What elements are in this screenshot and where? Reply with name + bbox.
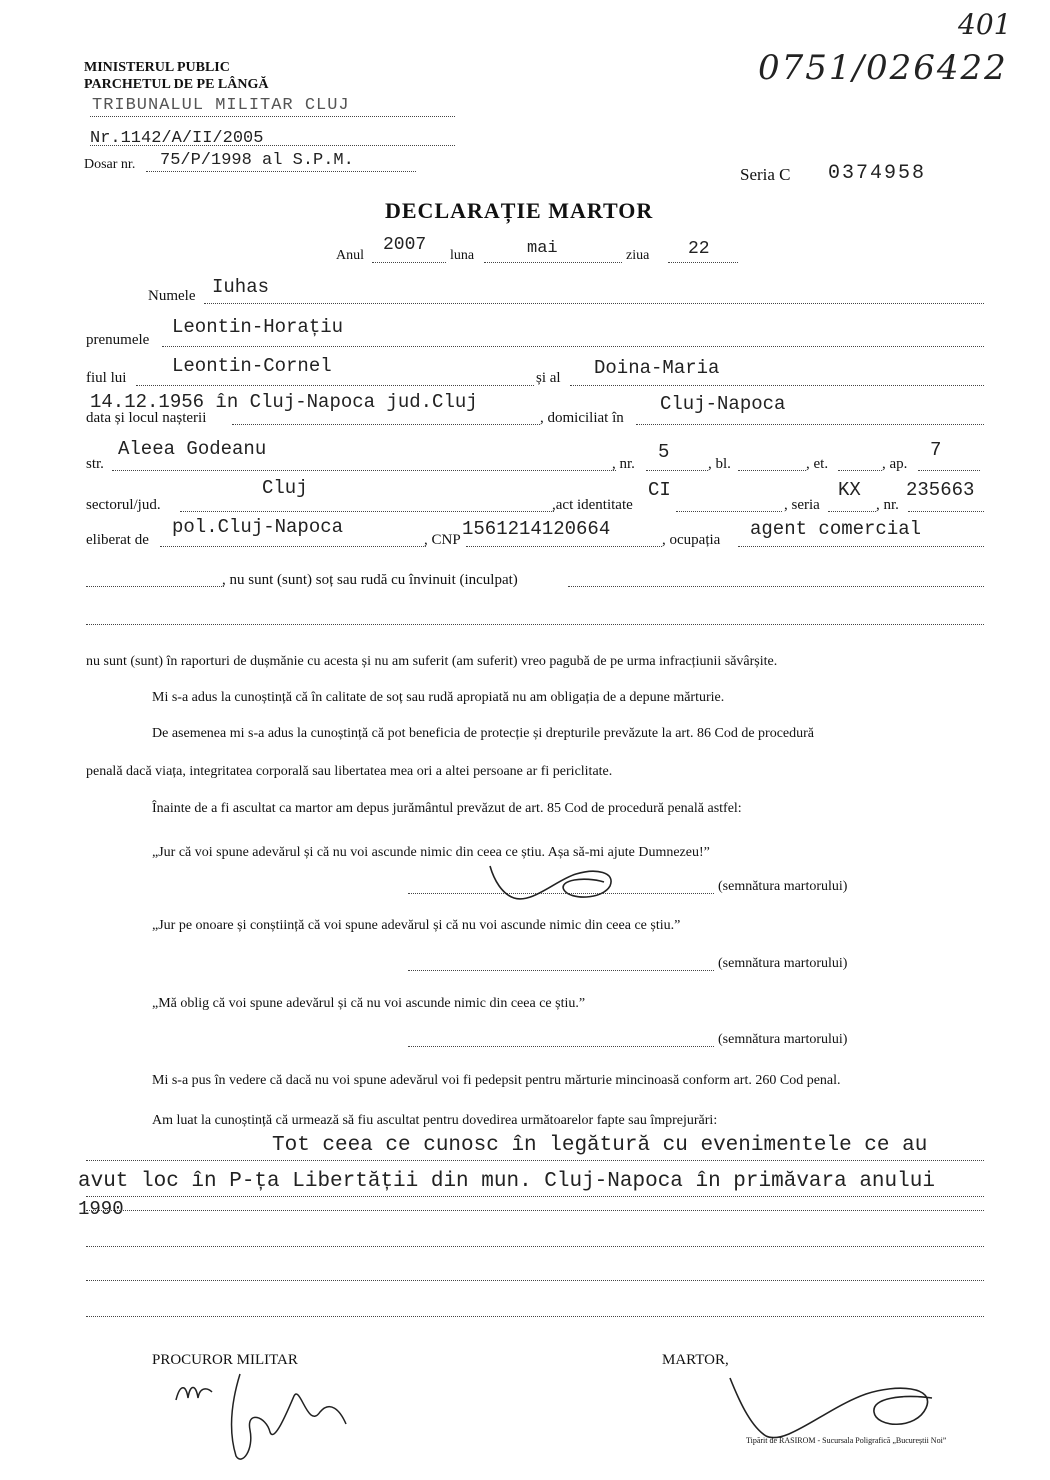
nr-id-label: , nr. (876, 497, 899, 513)
domiciliat-value: Cluj-Napoca (660, 393, 786, 415)
nastere-value: 14.12.1956 în Cluj-Napoca jud.Cluj (90, 391, 478, 413)
rude-text: , nu sunt (sunt) soț sau rudă cu învinuit (inculpat) (222, 572, 518, 588)
fiul-value: Leontin-Cornel (172, 355, 332, 377)
sector-value: Cluj (262, 477, 308, 499)
oath-obligation: „Mă oblig că voi spune adevărul și că nu voi ascunde nimic din ceea ce știu.” (152, 996, 586, 1011)
prosecutor-office: PARCHETUL DE PE LÂNGĂ (84, 77, 269, 92)
prosecutor-signature (170, 1370, 360, 1466)
eliberat-value: pol.Cluj-Napoca (172, 516, 344, 538)
str-value: Aleea Godeanu (118, 438, 267, 460)
fiul-label: fiul lui (86, 370, 127, 386)
paragraph-protectie-1: De asemenea mi s-a adus la cunoștință că pot beneficia de protecție și drepturile prevăzute la art. 86 Cod de procedură (152, 726, 814, 741)
dosar-number: 75/P/1998 al S.P.M. (160, 151, 354, 170)
tribunal-name: TRIBUNALUL MILITAR CLUJ (92, 96, 350, 115)
ap-label: , ap. (882, 456, 908, 472)
bl-label: , bl. (708, 456, 731, 472)
handwritten-page-number: 401 (958, 8, 1012, 41)
paragraph-juramant: Înainte de a fi ascultat ca martor am depus jurământul prevăzut de art. 85 Cod de procedură penală astfel: (152, 801, 742, 816)
numele-value: Iuhas (212, 276, 270, 298)
martor-label: MARTOR, (662, 1352, 729, 1368)
seria-label: , seria (784, 497, 820, 513)
handwritten-registration: 0751/026422 (758, 48, 1008, 88)
ministry-name: MINISTERUL PUBLIC (84, 60, 230, 75)
document-title: DECLARAȚIE MARTOR (385, 198, 654, 223)
nastere-label: data și locul nașterii (86, 410, 207, 426)
sector-label: sectorul/jud. (86, 497, 161, 513)
act-identitate-label: ,act identitate (552, 497, 633, 513)
ziua-value: 22 (688, 239, 710, 259)
facts-line-2: avut loc în P-ța Libertății din mun. Cluj-Napoca în primăvara anului (78, 1170, 935, 1193)
procuror-label: PROCUROR MILITAR (152, 1352, 298, 1368)
paragraph-obligatie: Mi s-a adus la cunoștință că în calitate de soț sau rudă apropiată nu am obligația de a depune mărturie. (152, 690, 725, 705)
et-label: , et. (806, 456, 829, 472)
signature-label-1: (semnătura martorului) (718, 879, 848, 894)
str-label: str. (86, 456, 104, 472)
ocupatia-value: agent comercial (750, 518, 922, 540)
act-identitate-value: CI (648, 479, 671, 501)
seria-value: KX (838, 479, 861, 501)
printer-imprint: Tipărit de RASIROM - Sucursala Poligrafică „Bucureștii Noi” (746, 1436, 947, 1445)
ap-value: 7 (930, 439, 942, 461)
serie-number: 0374958 (828, 162, 927, 185)
cnp-value: 1561214120664 (462, 518, 611, 540)
luna-label: luna (450, 248, 475, 263)
dosar-label: Dosar nr. (84, 157, 136, 172)
eliberat-label: eliberat de (86, 532, 149, 548)
cnp-label: , CNP (424, 532, 461, 548)
domiciliat-label: , domiciliat în (540, 410, 624, 426)
witness-signature-1 (484, 860, 624, 904)
ziua-label: ziua (626, 248, 650, 263)
signature-label-2: (semnătura martorului) (718, 956, 848, 971)
serie-label: Seria C (740, 165, 791, 184)
nr-id-value: 235663 (906, 479, 975, 501)
paragraph-protectie-2: penală dacă viața, integritatea corporală sau libertatea mea ori a altei persoane ar fi periclitate. (86, 764, 613, 779)
nr-value: 5 (658, 441, 670, 463)
luna-value: mai (527, 239, 558, 258)
numele-label: Numele (148, 288, 196, 304)
paragraph-dusmanie: nu sunt (sunt) în raporturi de dușmănie cu acesta și nu am suferit (am suferit) vreo pagubă de pe urma infracțiunii săvârșite. (86, 654, 778, 669)
anul-value: 2007 (383, 235, 427, 255)
oath-religious: „Jur că voi spune adevărul și că nu voi ascunde nimic din ceea ce știu. Așa să-mi ajute Dumnezeu!” (152, 845, 710, 860)
prenumele-label: prenumele (86, 332, 150, 348)
si-al-value: Doina-Maria (594, 357, 720, 379)
facts-line-3: 1990 (78, 1198, 124, 1220)
si-al-label: și al (536, 370, 561, 386)
ocupatia-label: , ocupația (662, 532, 721, 548)
anul-label: Anul (336, 248, 364, 263)
nr-label: , nr. (612, 456, 635, 472)
paragraph-fapte: Am luat la cunoștință că urmează să fiu ascultat pentru dovedirea următoarelor fapte sau împrejurări: (152, 1113, 718, 1128)
oath-honor: „Jur pe onoare și conștiință că voi spune adevărul și că nu voi ascunde nimic din ceea ce știu.” (152, 918, 681, 933)
signature-label-3: (semnătura martorului) (718, 1032, 848, 1047)
facts-line-1: Tot ceea ce cunosc în legătură cu evenimentele ce au (272, 1134, 928, 1157)
prenumele-value: Leontin-Horațiu (172, 316, 344, 338)
paragraph-marturie-mincinoasa: Mi s-a pus în vedere că dacă nu voi spune adevărul voi fi pedepsit pentru mărturie mincinoasă conform art. 260 Cod penal. (152, 1073, 841, 1088)
registration-number: Nr.1142/A/II/2005 (90, 129, 264, 148)
